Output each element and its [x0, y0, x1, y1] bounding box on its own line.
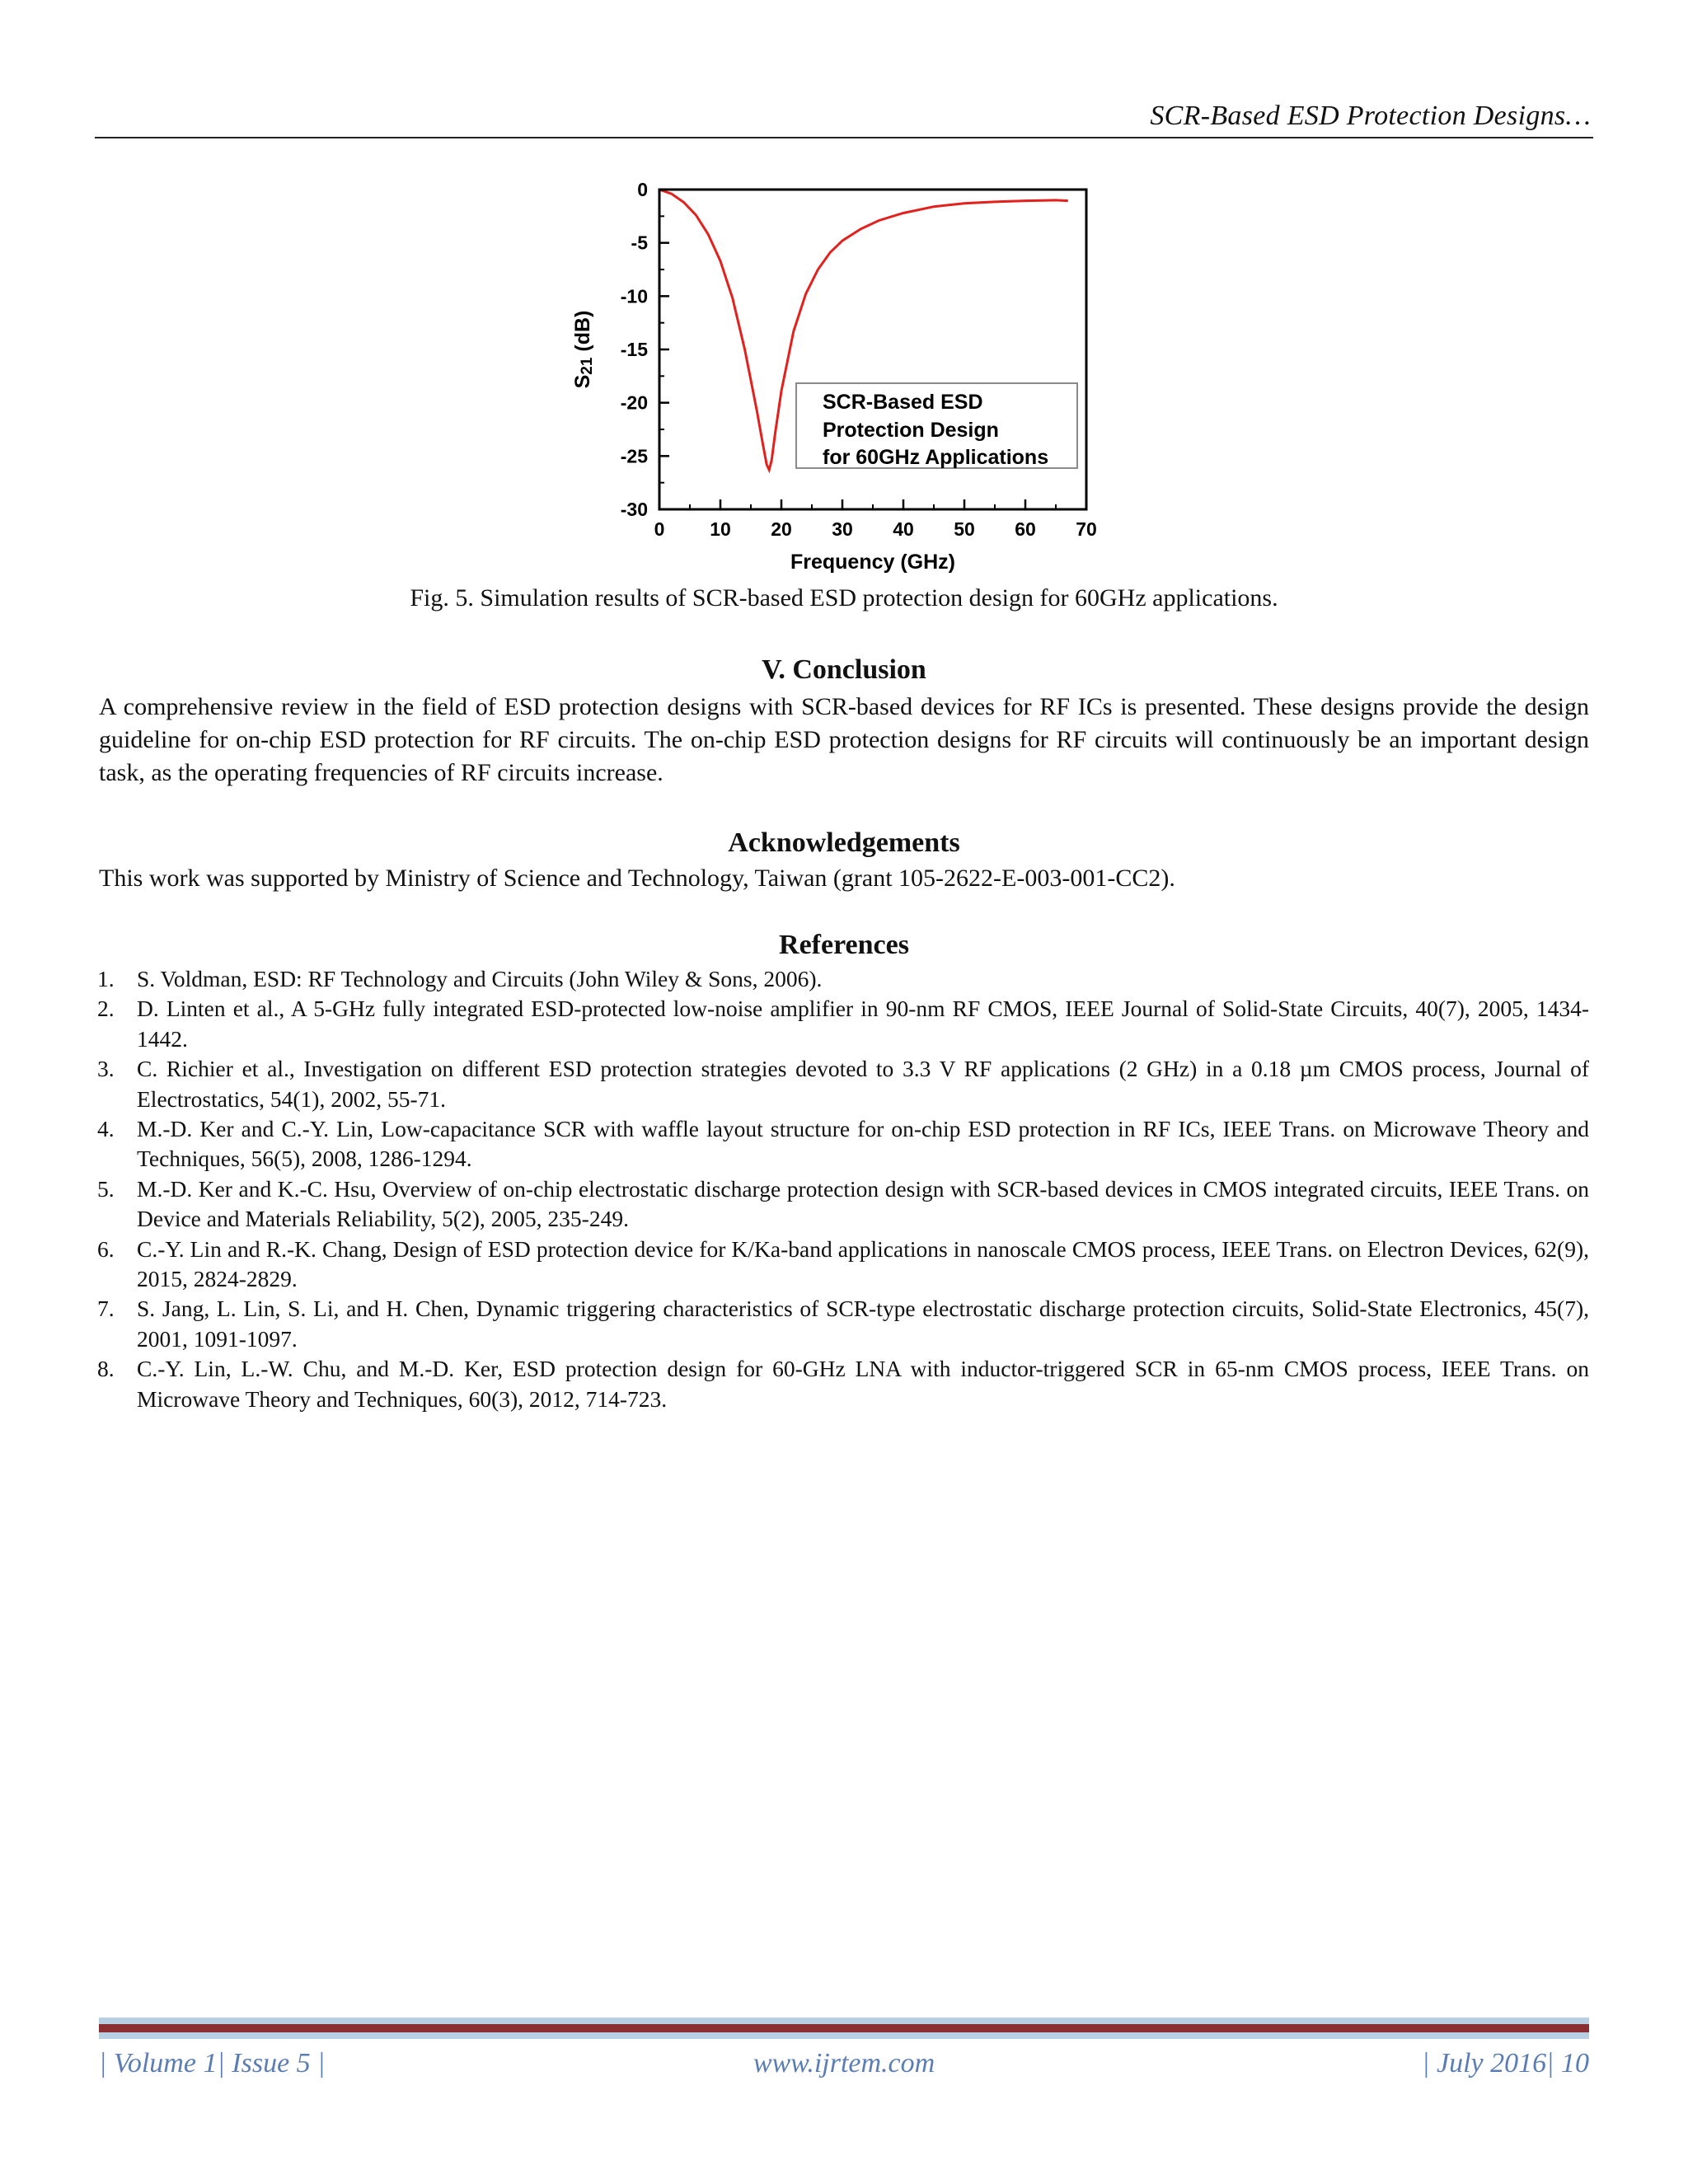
x-tick-label: 50	[954, 518, 975, 540]
x-tick-label: 30	[832, 518, 853, 540]
reference-number: 5.	[97, 1175, 115, 1202]
x-tick-label: 70	[1076, 518, 1097, 540]
figure	[0, 165, 1688, 585]
reference-item	[97, 994, 1589, 1054]
y-axis-label-sub: 21	[579, 357, 596, 375]
reference-number: 1.	[97, 966, 115, 991]
acknowledgements-text: This work was supported by Ministry of Science and Technology, Taiwan (grant 105-2622-E-003-001-CC2).	[99, 865, 1175, 892]
reference-list	[97, 964, 1589, 1414]
footer-volume-issue: | Volume 1| Issue 5 |	[99, 2048, 326, 2079]
reference-number: 3.	[97, 1056, 115, 1082]
legend-line-2: Protection Design	[823, 419, 999, 442]
x-tick-label: 60	[1015, 518, 1036, 540]
reference-text: D. Linten et al., A 5-GHz fully integrated ESD-protected low-noise amplifier in 90-nm RF CMOS, IEEE Journal of Solid-State Circuits, 40(7), 2005, 1434-1442.	[137, 996, 1589, 1052]
y-axis-label	[571, 311, 596, 389]
acknowledgements-heading: Acknowledgements	[728, 827, 960, 858]
s21-chart	[544, 165, 1137, 581]
y-tick-label: -10	[620, 285, 648, 307]
reference-text: S. Jang, L. Lin, S. Li, and H. Chen, Dynamic triggering characteristics of SCR-type electrostatic discharge protection circuits, Solid-State Electronics, 45(7), 2001, 1091-1097.	[137, 1296, 1589, 1352]
y-axis-label-unit: (dB)	[571, 310, 594, 358]
y-tick-label: -20	[620, 391, 648, 414]
references-heading: References	[779, 930, 909, 960]
reference-text: M.-D. Ker and K.-C. Hsu, Overview of on-chip electrostatic discharge protection design with SCR-based devices in CMOS integrated circuits, IEEE Trans. on Device and Materials Reliability, 5(2), 2005, 235-249.	[137, 1175, 1589, 1232]
reference-text: M.-D. Ker and C.-Y. Lin, Low-capacitance SCR with waffle layout structure for on-chip ESD protection in RF ICs, IEEE Trans. on Microwave Theory and Techniques, 56(5), 2008, 1286-1294.	[137, 1116, 1589, 1172]
x-tick-label: 0	[654, 518, 665, 540]
reference-item	[97, 1294, 1589, 1354]
x-tick-label: 20	[771, 518, 792, 540]
y-axis-label-main: S	[571, 374, 594, 389]
reference-number: 4.	[97, 1116, 115, 1142]
footer-decoration	[99, 2018, 1589, 2039]
reference-text: C.-Y. Lin and R.-K. Chang, Design of ESD protection device for K/Ka-band applications in nanoscale CMOS process, IEEE Trans. on Electron Devices, 62(9), 2015, 2824-2829.	[137, 1235, 1589, 1292]
reference-text: S. Voldman, ESD: RF Technology and Circuits (John Wiley & Sons, 2006).	[137, 966, 823, 991]
page-footer	[99, 2048, 1589, 2084]
reference-text: C. Richier et al., Investigation on different ESD protection strategies devoted to 3.3 V RF applications (2 GHz) in a 0.18 µm CMOS process, Journal of Electrostatics, 54(1), 2002, 55-71.	[137, 1056, 1589, 1112]
reference-item	[97, 1235, 1589, 1295]
conclusion-text: A comprehensive review in the field of ESD protection designs with SCR-based devices for RF ICs is presented. These designs provide the design guideline for on-chip ESD protection for RF circuits. The on-chip ESD protection designs for RF circuits will continuously be an important design task, as the operating frequencies of RF circuits increase.	[99, 693, 1589, 786]
reference-item	[97, 1054, 1589, 1114]
y-tick-label: 0	[637, 179, 648, 200]
header-rule	[95, 137, 1593, 138]
y-tick-label: -5	[631, 232, 648, 254]
conclusion-heading: V. Conclusion	[762, 654, 926, 685]
y-tick-label: -25	[620, 445, 648, 467]
reference-number: 6.	[97, 1235, 115, 1262]
footer-bar-bottom	[99, 2032, 1589, 2039]
reference-number: 2.	[97, 996, 115, 1022]
reference-item	[97, 1354, 1589, 1414]
x-tick-label: 40	[893, 518, 914, 540]
legend-line-1: SCR-Based ESD	[823, 391, 983, 414]
reference-item	[97, 964, 1589, 994]
figure-caption: Fig. 5. Simulation results of SCR-based ESD protection design for 60GHz applications.	[410, 584, 1278, 612]
x-tick-label: 10	[710, 518, 731, 540]
x-axis-label: Frequency (GHz)	[790, 551, 956, 574]
footer-date-page: | July 2016| 10	[1422, 2048, 1589, 2079]
reference-item	[97, 1114, 1589, 1174]
reference-item	[97, 1174, 1589, 1235]
reference-text: C.-Y. Lin, L.-W. Chu, and M.-D. Ker, ESD protection design for 60-GHz LNA with inductor-triggered SCR in 65-nm CMOS process, IEEE Trans. on Microwave Theory and Techniques, 60(3), 2012, 714-723.	[137, 1356, 1589, 1412]
y-tick-label: -30	[620, 499, 648, 520]
legend-line-3: for 60GHz Applications	[823, 446, 1049, 469]
reference-number: 7.	[97, 1296, 115, 1322]
footer-website-link[interactable]: www.ijrtem.com	[753, 2048, 935, 2079]
footer-bar-top	[99, 2018, 1589, 2024]
footer-bar-middle	[99, 2024, 1589, 2032]
reference-number: 8.	[97, 1356, 115, 1382]
y-tick-label: -15	[620, 339, 648, 360]
running-title: SCR-Based ESD Protection Designs…	[1150, 101, 1591, 131]
